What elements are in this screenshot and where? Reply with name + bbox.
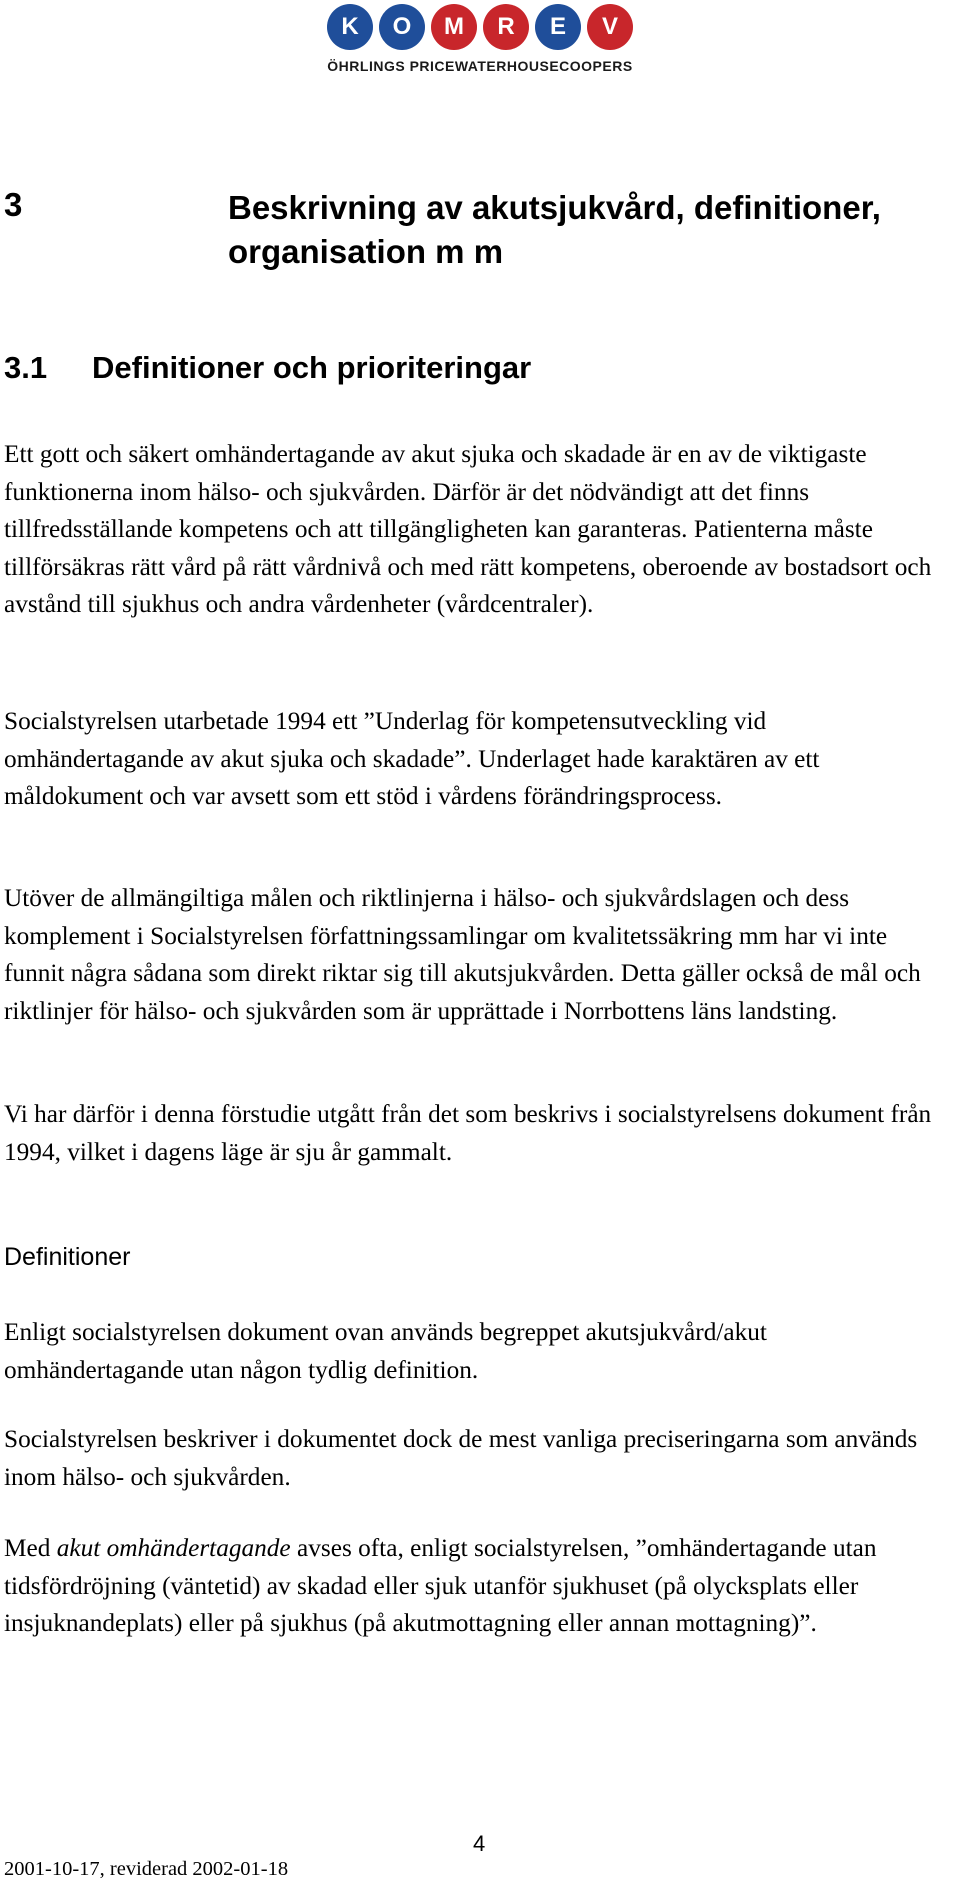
- paragraph-6: Socialstyrelsen beskriver i dokumentet dock de mest vanliga preciseringarna som används inom hälso- och sjukvården.: [4, 1425, 918, 1491]
- paragraph-7-prefix: Med: [4, 1534, 57, 1562]
- logo-letter-r: R: [483, 4, 529, 50]
- paragraph-1: Ett gott och säkert omhändertagande av akut sjuka och skadade är en av de viktigaste funktionerna inom hälso- och sjukvården. Därför är det nödvändigt att det finns tillfredsställande kompetens och att tillgängligheten kan garanteras. Patienterna måste tillförsäkras rätt vård på rätt vårdnivå och med rätt kompetens, oberoende av bostadsort och avstånd till sjukhus och andra vårdenheter (vårdcentraler).: [4, 440, 932, 618]
- revision-date: 2001-10-17, reviderad 2002-01-18: [4, 1858, 289, 1880]
- subsection-heading: Definitioner: [4, 1243, 131, 1271]
- logo-letter-o: O: [379, 4, 425, 50]
- komrev-logo: [0, 4, 960, 74]
- chapter-title: [228, 186, 948, 274]
- paragraph-2: Socialstyrelsen utarbetade 1994 ett ”Underlag för kompetensutveckling vid omhändertagande av akut sjuka och skadade”. Underlaget hade karaktären av ett måldokument och var avsett som ett stöd i vårdens förändringsprocess.: [4, 707, 820, 810]
- section-heading: [4, 350, 531, 386]
- paragraph-7-rest: avses ofta, enligt socialstyrelsen, ”omhändertagande utan tidsfördröjning (väntetid) av skadad eller sjuk utanför sjukhuset (på olycksplats eller insjuknandeplats) eller på sjukhus (på akutmottagning eller annan mottagning)”.: [4, 1534, 877, 1637]
- paragraph-5: Enligt socialstyrelsen dokument ovan används begreppet akutsjukvård/akut omhändertagande utan någon tydlig definition.: [4, 1318, 767, 1384]
- logo-letter-v: V: [587, 4, 633, 50]
- page-number: 4: [473, 1831, 486, 1856]
- logo-subtitle: ÖHRLINGS PRICEWATERHOUSECOOPERS: [327, 58, 633, 74]
- logo-letters: [0, 4, 960, 50]
- logo-letter-m: M: [431, 4, 477, 50]
- logo-letter-e: E: [535, 4, 581, 50]
- logo-letter-k: K: [327, 4, 373, 50]
- paragraph-7-term: akut omhändertagande: [56, 1534, 291, 1562]
- paragraph-3: Utöver de allmängiltiga målen och riktlinjerna i hälso- och sjukvårdslagen och dess komplement i Socialstyrelsen författningssamlingar om kvalitetssäkring mm har vi inte funnit några sådana som direkt riktar sig till akutsjukvården. Detta gäller också de mål och riktlinjer för hälso- och sjukvården som är upprättade i Norrbottens läns landsting.: [4, 884, 921, 1025]
- chapter-title-line2: organisation m m: [228, 233, 504, 270]
- paragraph-7: [4, 1530, 946, 1643]
- section-number: 3.1: [4, 350, 48, 385]
- paragraph-4: Vi har därför i denna förstudie utgått från det som beskrivs i socialstyrelsens dokument från 1994, vilket i dagens läge är sju år gammalt.: [4, 1100, 932, 1166]
- section-title: Definitioner och prioriteringar: [92, 350, 532, 385]
- chapter-title-line1: Beskrivning av akutsjukvård, definitioner,: [228, 189, 881, 226]
- chapter-number: 3: [4, 186, 23, 223]
